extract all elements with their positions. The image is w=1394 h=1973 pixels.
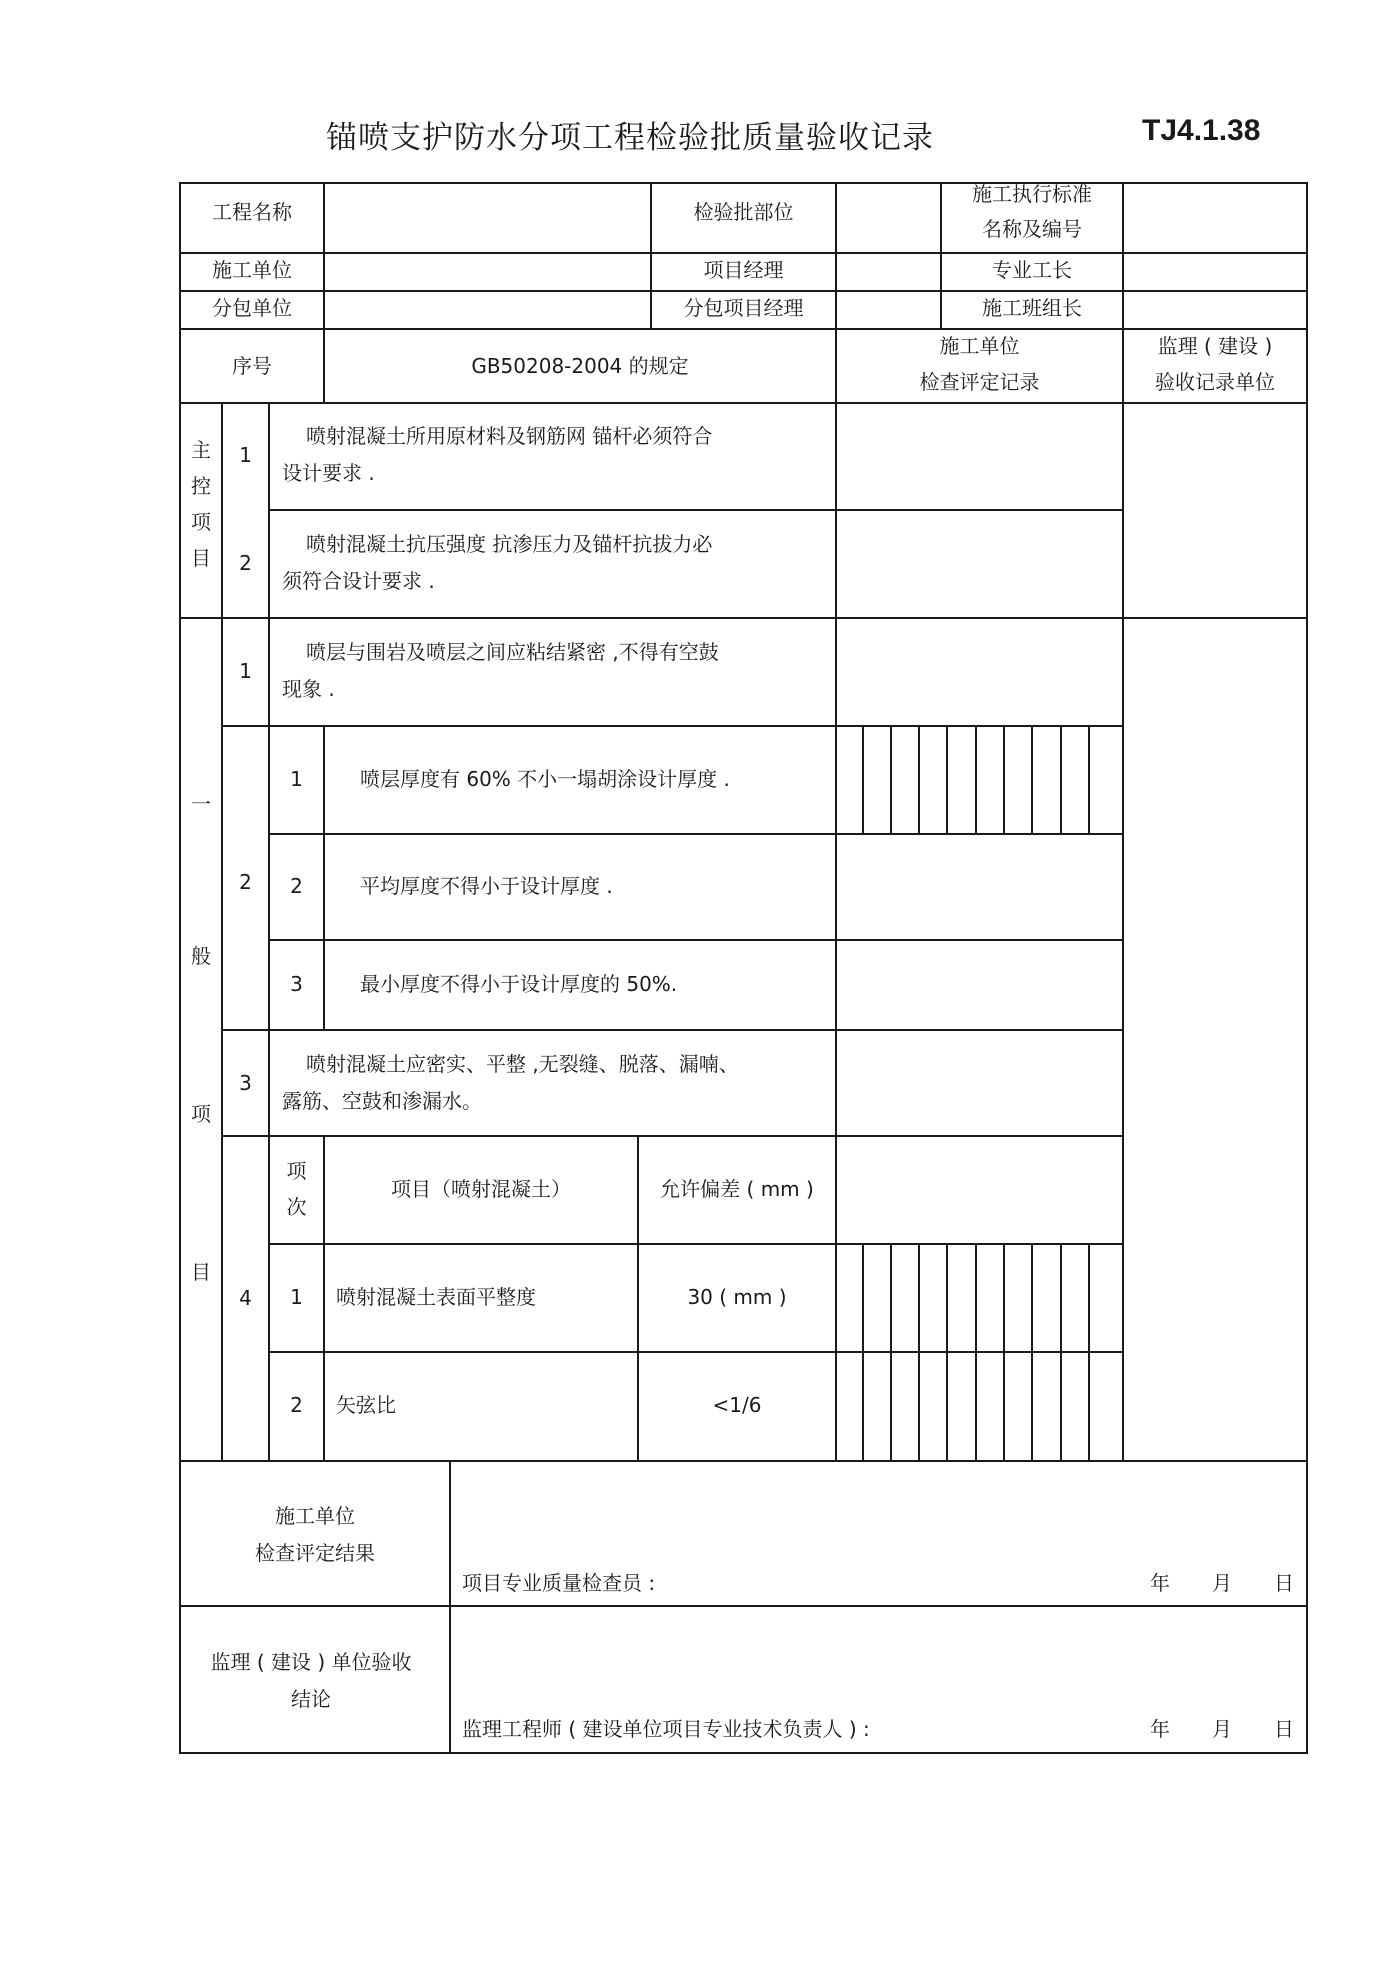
document-title: 锚喷支护防水分项工程检验批质量验收记录 (326, 120, 934, 156)
deviation-row-num: 2 (290, 1393, 303, 1417)
date-month-label: 月 (1212, 1571, 1232, 1595)
general-label-2: 般 (191, 944, 211, 968)
check-header-line2: 检查评定记录 (919, 370, 1040, 394)
accept-header-line2: 验收记录单位 (1155, 370, 1275, 394)
deviation-row-num: 1 (290, 1285, 303, 1309)
foreman-label: 专业工长 (992, 258, 1072, 282)
main-control-label-4: 目 (191, 546, 211, 570)
general-label-1: 一 (191, 792, 211, 816)
standard-label-line1: 施工执行标准 (972, 182, 1092, 206)
construction-unit-label: 施工单位 (212, 258, 292, 282)
main-item-text-line2: 须符合设计要求 . (282, 569, 435, 593)
sub-project-manager-label: 分包项目经理 (683, 296, 804, 320)
deviation-hdr-num-line1: 项 (286, 1159, 307, 1183)
general-item-num: 1 (239, 659, 252, 683)
deviation-hdr-tolerance: 允许偏差 ( mm ) (660, 1177, 814, 1201)
thickness-sub-num: 2 (290, 874, 303, 898)
main-item-text-line1: 喷射混凝土所用原材料及钢筋网 锚杆必须符合 (306, 424, 713, 448)
date-year-label: 年 (1150, 1717, 1170, 1741)
thickness-sub-num: 1 (290, 767, 303, 791)
team-leader-label: 施工班组长 (982, 296, 1082, 320)
check-header-line1: 施工单位 (939, 334, 1020, 358)
deviation-row-tolerance: <1/6 (712, 1393, 762, 1417)
date-year-label: 年 (1150, 1571, 1170, 1595)
thickness-sub-text: 平均厚度不得小于设计厚度 . (360, 874, 613, 898)
main-control-label-3: 项 (191, 510, 211, 534)
general-label-3: 项 (191, 1102, 211, 1126)
general-item3-line2: 露筋、空鼓和渗漏水。 (282, 1089, 482, 1113)
general-item-num: 2 (239, 870, 252, 894)
deviation-row-item: 喷射混凝土表面平整度 (336, 1285, 536, 1309)
construction-result-label-line1: 施工单位 (275, 1504, 355, 1528)
construction-result-label-line2: 检查评定结果 (255, 1541, 375, 1565)
inspector-signature-label: 项目专业质量检查员 : (462, 1571, 656, 1595)
date-day-label: 日 (1274, 1571, 1294, 1595)
main-item-num: 1 (239, 443, 252, 467)
batch-location-label: 检验批部位 (693, 200, 794, 224)
main-control-label-2: 控 (191, 474, 211, 498)
deviation-row-item: 矢弦比 (336, 1393, 396, 1417)
thickness-sub-num: 3 (290, 972, 303, 996)
project-manager-label: 项目经理 (703, 258, 784, 282)
deviation-row-tolerance: 30 ( mm ) (687, 1285, 787, 1309)
main-item-text-line2: 设计要求 . (282, 461, 375, 485)
engineer-signature-label: 监理工程师 ( 建设单位项目专业技术负责人 ) : (462, 1717, 870, 1741)
main-control-label-1: 主 (191, 438, 211, 462)
standard-label-line2: 名称及编号 (982, 217, 1082, 241)
general-item3-line1: 喷射混凝土应密实、平整 ,无裂缝、脱落、漏喃、 (306, 1052, 739, 1076)
subcontractor-label: 分包单位 (212, 296, 292, 320)
general-item-num: 4 (239, 1286, 252, 1310)
thickness-sub-text: 喷层厚度有 60% 不小一塌胡涂设计厚度 . (360, 767, 730, 791)
supervision-conclusion-label-line2: 结论 (291, 1687, 331, 1711)
general-item1-line1: 喷层与围岩及喷层之间应粘结紧密 ,不得有空鼓 (306, 640, 719, 664)
general-label-4: 目 (191, 1260, 211, 1284)
main-item-text-line1: 喷射混凝土抗压强度 抗渗压力及锚杆抗拔力必 (306, 532, 713, 556)
deviation-hdr-num-line2: 次 (286, 1195, 307, 1219)
spec-header: GB50208-2004 的规定 (471, 354, 689, 378)
seq-header: 序号 (232, 354, 272, 378)
thickness-sub-text: 最小厚度不得小于设计厚度的 50%. (360, 972, 678, 996)
general-item1-line2: 现象 . (282, 677, 335, 701)
date-day-label: 日 (1274, 1717, 1294, 1741)
accept-header-line1: 监理 ( 建设 ) (1157, 334, 1273, 358)
document-code: TJ4.1.38 (1142, 114, 1261, 147)
main-item-num: 2 (239, 551, 252, 575)
general-item-num: 3 (239, 1071, 252, 1095)
date-month-label: 月 (1212, 1717, 1232, 1741)
supervision-conclusion-label-line1: 监理 ( 建设 ) 单位验收 (210, 1650, 412, 1674)
deviation-hdr-item: 项目（喷射混凝土） (391, 1177, 571, 1201)
project-name-label: 工程名称 (212, 200, 292, 224)
